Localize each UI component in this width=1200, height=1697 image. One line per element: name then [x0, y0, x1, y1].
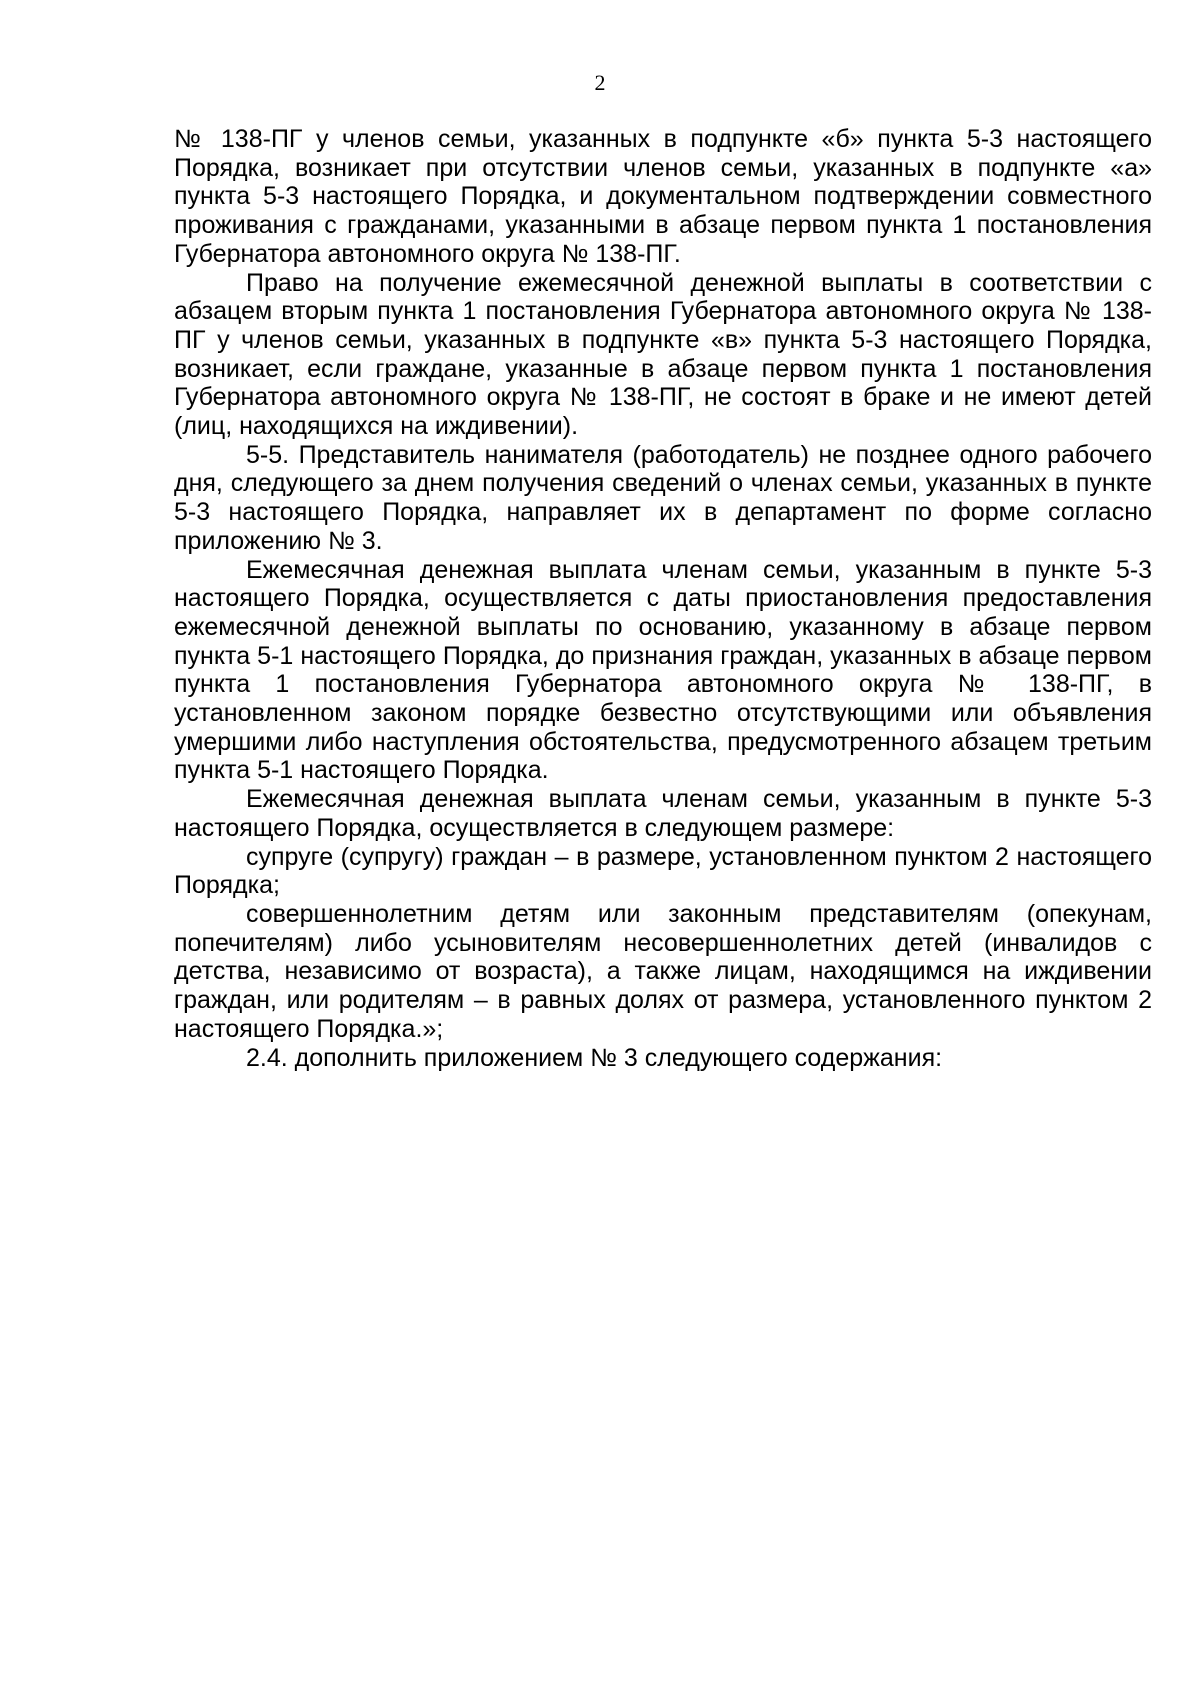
paragraph-clause-5-5: 5-5. Представитель нанимателя (работодатель) не позднее одного рабочего дня, следующего за днем получения сведений о членах семьи, указанных в пункте 5-3 настоящего Порядка, направляет их в департамент по форме согласно приложению № 3.	[174, 440, 1152, 555]
paragraph-spouse: супруге (супругу) граждан – в размере, установленном пунктом 2 настоящего Порядка;	[174, 842, 1152, 900]
paragraph-payment-amount: Ежемесячная денежная выплата членам семьи, указанным в пункте 5-3 настоящего Порядка, осуществляется в следующем размере:	[174, 785, 1152, 842]
paragraph-right-to-payment: Право на получение ежемесячной денежной выплаты в соответствии с абзацем вторым пункта 1 постановления Губернатора автономного округа № 138-ПГ у членов семьи, указанных в подпункте «в» пункта 5-3 настоящего Порядка, возникает, если граждане, указанные в абзаце первом пункта 1 постановления Губернатора автономного округа № 138-ПГ, не состоят в браке и не имеют детей (лиц, находящихся на иждивении).	[174, 268, 1152, 441]
page-number: 2	[594, 70, 606, 95]
paragraph-children: совершеннолетним детям или законным представителям (опекунам, попечителям) либо усыновителям несовершеннолетних детей (инвалидов с детства, независимо от возраста), а также лицам, находящимся на иждивении граждан, или родителям – в равных долях от размера, установленного пунктом 2 настоящего Порядка.»;	[174, 899, 1152, 1043]
paragraph-continuation: № 138-ПГ у членов семьи, указанных в подпункте «б» пункта 5-3 настоящего Порядка, возникает при отсутствии членов семьи, указанных в подпункте «а» пункта 5-3 настоящего Порядка, и документальном подтверждении совместного проживания с гражданами, указанными в абзаце первом пункта 1 постановления Губернатора автономного округа № 138-ПГ.	[174, 125, 1152, 268]
document-body	[174, 125, 1152, 1072]
paragraph-clause-2-4: 2.4. дополнить приложением № 3 следующего содержания:	[246, 1043, 943, 1072]
paragraph-payment-start: Ежемесячная денежная выплата членам семьи, указанным в пункте 5-3 настоящего Порядка, осуществляется с даты приостановления предоставления ежемесячной денежной выплаты по основанию, указанному в абзаце первом пункта 5-1 настоящего Порядка, до признания граждан, указанных в абзаце первом пункта 1 постановления Губернатора автономного округа № 138-ПГ, в установленном законом порядке безвестно отсутствующими или объявления умершими либо наступления обстоятельства, предусмотренного абзацем третьим пункта 5-1 настоящего Порядка.	[174, 555, 1152, 785]
